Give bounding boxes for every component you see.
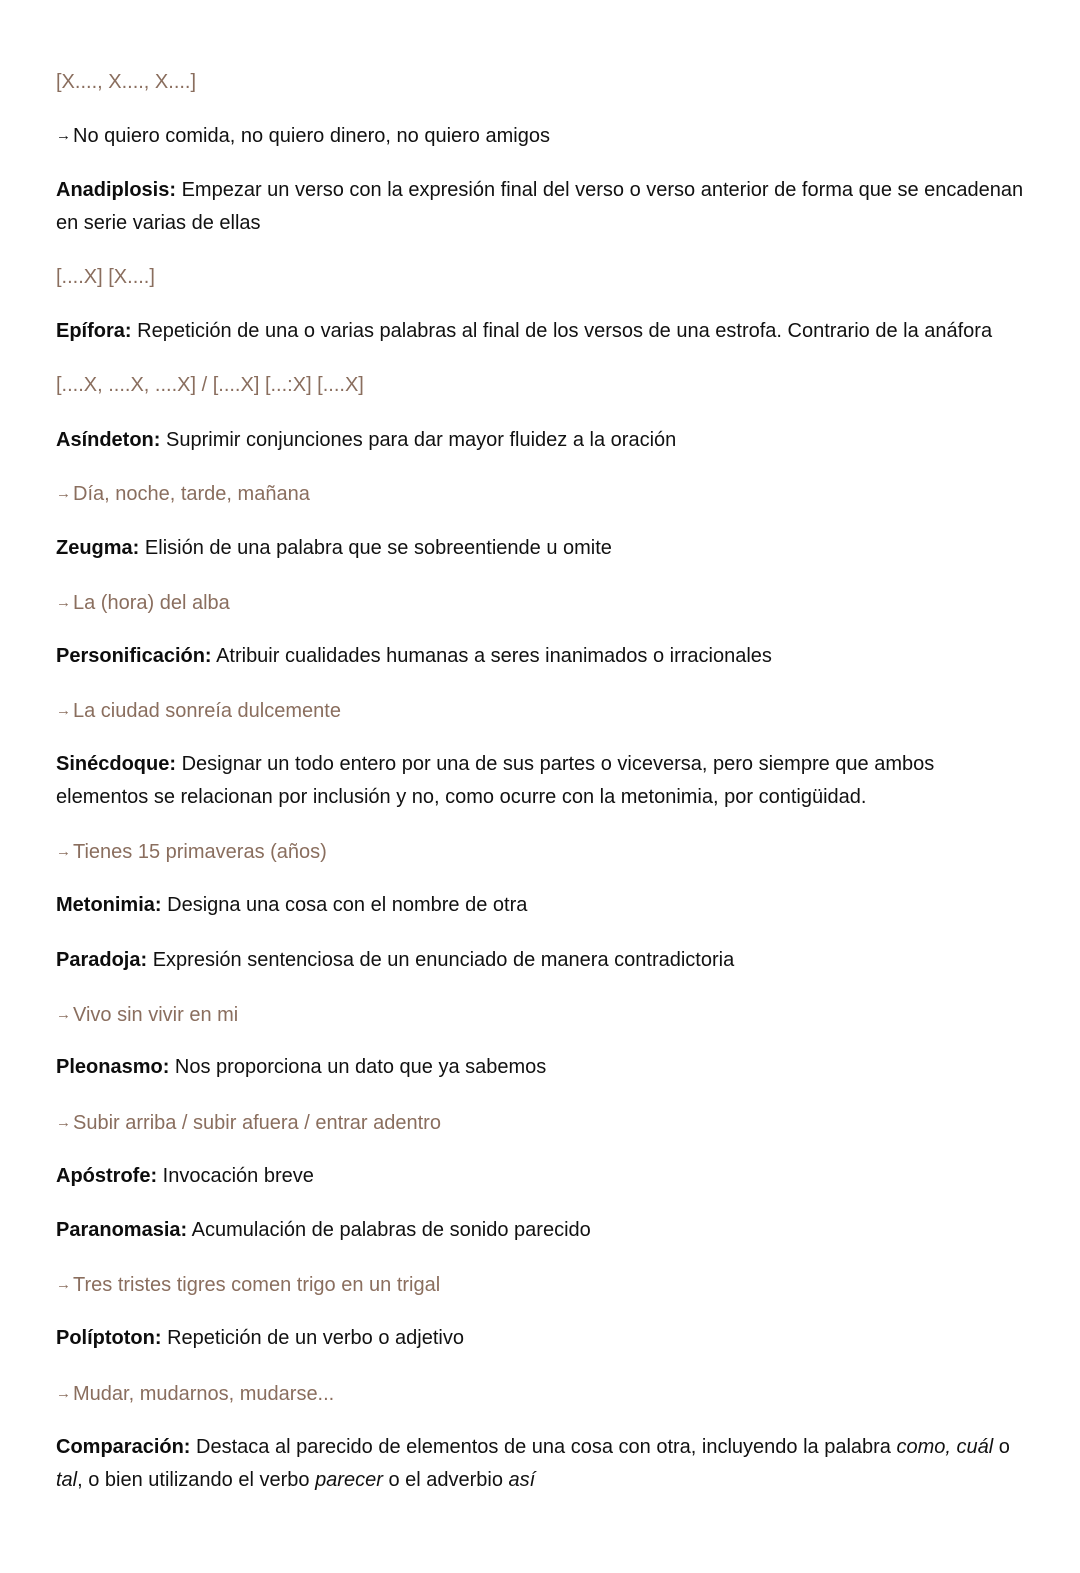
anafora-example <box>56 119 1024 153</box>
term-definition-c: , o bien utilizando el verbo <box>77 1469 310 1491</box>
anafora-pattern: [X...., X...., X....] <box>56 71 197 93</box>
emphasis-tal: tal <box>56 1469 78 1491</box>
arrow-icon: → <box>56 485 71 502</box>
personificacion-example <box>56 694 1024 728</box>
term-label: Pleonasmo: <box>56 1056 170 1078</box>
entry-apostrofe <box>56 1160 1024 1193</box>
sinecdoque-example <box>56 835 1024 869</box>
arrow-icon: → <box>56 702 71 719</box>
term-definition: Designa una cosa con el nombre de otra <box>167 894 528 916</box>
term-label: Zeugma: <box>56 537 140 559</box>
example-text: Mudar, mudarnos, mudarse... <box>73 1383 335 1405</box>
example-text: No quiero comida, no quiero dinero, no quiero amigos <box>73 125 550 147</box>
paradoja-example <box>56 998 1024 1032</box>
emphasis-parecer: parecer <box>315 1469 383 1491</box>
entry-epifora <box>56 315 1024 348</box>
example-text: Vivo sin vivir en mi <box>73 1004 239 1026</box>
zeugma-example <box>56 586 1024 620</box>
term-definition: Nos proporciona un dato que ya sabemos <box>174 1056 547 1078</box>
term-definition: Expresión sentenciosa de un enunciado de manera contradictoria <box>152 949 735 971</box>
paranomasia-example <box>56 1268 1024 1302</box>
example-text: La ciudad sonreía dulcemente <box>73 700 341 722</box>
example-text: Tres tristes tigres comen trigo en un trigal <box>73 1274 441 1296</box>
term-definition: Elisión de una palabra que se sobreentiende u omite <box>144 537 612 559</box>
arrow-icon: → <box>56 1276 71 1293</box>
arrow-icon: → <box>56 594 71 611</box>
term-definition: Empezar un verso con la expresión final del verso o verso anterior de forma que se encadenan en serie varias de ellas <box>56 179 1024 234</box>
entry-personificacion <box>56 640 1024 673</box>
example-text: Día, noche, tarde, mañana <box>73 483 310 505</box>
entry-zeugma <box>56 532 1024 565</box>
term-definition: Atribuir cualidades humanas a seres inanimados o irracionales <box>216 645 772 667</box>
entry-sinecdoque <box>56 748 1024 814</box>
arrow-icon: → <box>56 1006 71 1023</box>
entry-comparacion <box>56 1431 1024 1497</box>
term-label: Metonimia: <box>56 894 162 916</box>
arrow-icon: → <box>56 843 71 860</box>
term-label: Paranomasia: <box>56 1219 188 1241</box>
entry-paradoja <box>56 944 1024 977</box>
term-label: Personificación: <box>56 645 212 667</box>
term-definition-d: o el adverbio <box>388 1469 503 1491</box>
term-label: Sinécdoque: <box>56 753 177 775</box>
term-label: Paradoja: <box>56 949 148 971</box>
term-label: Asíndeton: <box>56 429 161 451</box>
arrow-icon: → <box>56 1385 71 1402</box>
term-definition: Suprimir conjunciones para dar mayor fluidez a la oración <box>166 429 677 451</box>
term-label: Comparación: <box>56 1436 191 1458</box>
entry-paranomasia <box>56 1214 1024 1247</box>
term-label: Políptoton: <box>56 1327 162 1349</box>
term-label: Apóstrofe: <box>56 1165 158 1187</box>
asindeton-example <box>56 477 1024 511</box>
term-definition: Acumulación de palabras de sonido parecido <box>191 1219 591 1241</box>
term-definition: Destaca al parecido de elementos de una cosa con otra, incluyendo la palabra <box>196 1436 891 1458</box>
entry-pleonasmo <box>56 1051 1024 1084</box>
arrow-icon: → <box>56 127 71 144</box>
entry-poliptoton <box>56 1322 1024 1355</box>
anadiplosis-pattern: [....X] [X....] <box>56 266 155 288</box>
entry-metonimia <box>56 889 1024 922</box>
poliptoton-example <box>56 1377 1024 1411</box>
term-definition: Designar un todo entero por una de sus partes o viceversa, pero siempre que ambos elementos se relacionan por inclusión y no, como ocurre con la metonimia, por contigüidad. <box>56 753 935 808</box>
term-label: Epífora: <box>56 320 132 342</box>
term-definition: Invocación breve <box>162 1165 314 1187</box>
example-text: Tienes 15 primaveras (años) <box>73 841 327 863</box>
term-definition-b: o <box>998 1436 1010 1458</box>
entry-anadiplosis <box>56 174 1024 240</box>
example-text: Subir arriba / subir afuera / entrar adentro <box>73 1112 441 1134</box>
term-definition: Repetición de un verbo o adjetivo <box>167 1327 464 1349</box>
emphasis-como-cual: como, cuál <box>896 1436 994 1458</box>
example-text: La (hora) del alba <box>73 592 230 614</box>
term-definition: Repetición de una o varias palabras al final de los versos de una estrofa. Contrario de la anáfora <box>137 320 993 342</box>
epifora-pattern: [....X, ....X, ....X] / [....X] [...:X] [....X] <box>56 374 364 396</box>
term-label: Anadiplosis: <box>56 179 177 201</box>
emphasis-asi: así <box>508 1469 536 1491</box>
arrow-icon: → <box>56 1114 71 1131</box>
pleonasmo-example <box>56 1106 1024 1140</box>
entry-asindeton <box>56 424 1024 457</box>
